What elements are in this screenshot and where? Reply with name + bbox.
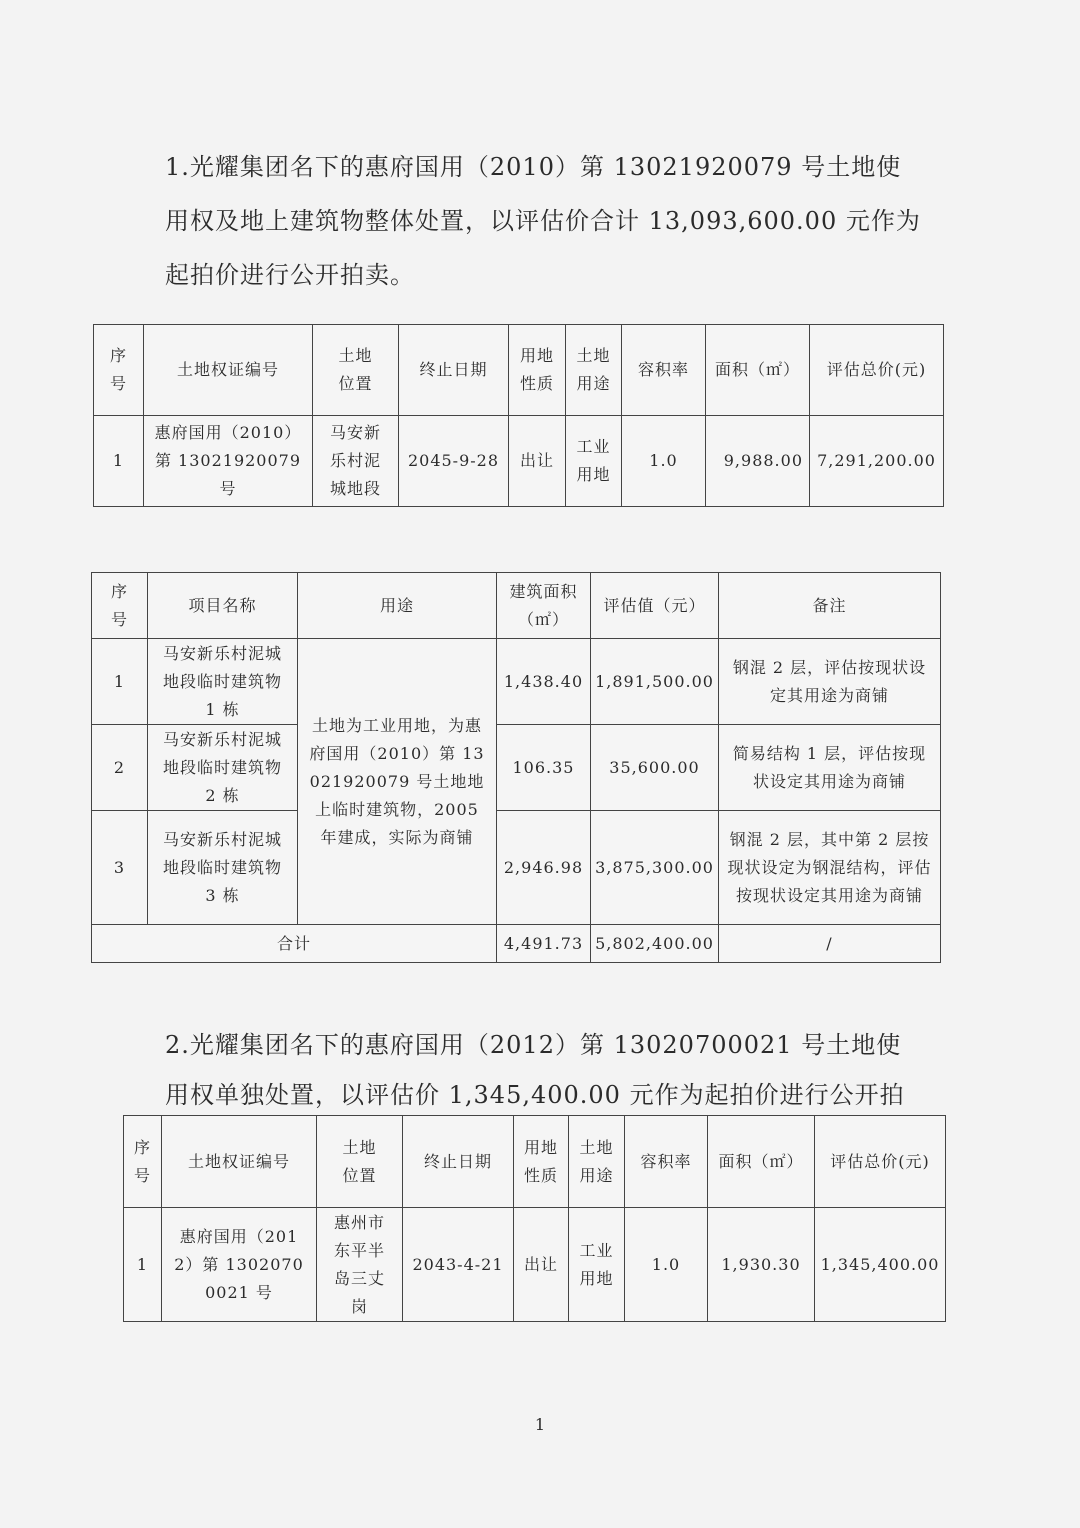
cell-land-nature: 出让 (514, 1208, 569, 1322)
cell-area: 2,946.98 (497, 811, 591, 925)
cell-name: 马安新乐村泥城地段临时建筑物 2 栋 (148, 725, 298, 811)
cell-shared-use: 土地为工业用地，为惠府国用（2010）第 13021920079 号土地地上临时建筑物，2005 年建成，实际为商铺 (298, 639, 497, 925)
page-number: 1 (534, 1415, 546, 1434)
cell-location: 惠州市东平半岛三丈岗 (317, 1208, 403, 1322)
header-total-value: 评估总价(元) (810, 325, 944, 416)
header-area: 面积（㎡） (706, 325, 810, 416)
total-row (92, 925, 941, 963)
header-name: 项目名称 (148, 573, 298, 639)
header-end-date: 终止日期 (403, 1116, 514, 1208)
table-row (92, 639, 941, 725)
table-row (92, 811, 941, 925)
header-note: 备注 (719, 573, 941, 639)
cell-location: 马安新乐村泥城地段 (313, 416, 399, 507)
cell-total-label: 合计 (92, 925, 497, 963)
cell-seq: 1 (92, 639, 148, 725)
cell-value: 35,600.00 (591, 725, 719, 811)
cell-note: 简易结构 1 层，评估按现状设定其用途为商铺 (719, 725, 941, 811)
cell-seq: 2 (92, 725, 148, 811)
cell-seq: 1 (124, 1208, 162, 1322)
cell-cert: 惠府国用（2012）第 13020700021 号 (162, 1208, 317, 1322)
header-cert: 土地权证编号 (162, 1116, 317, 1208)
header-use: 用途 (298, 573, 497, 639)
cell-note: 钢混 2 层，评估按现状设定其用途为商铺 (719, 639, 941, 725)
section-1-paragraph: 1.光耀集团名下的惠府国用（2010）第 13021920079 号土地使用权及地上建筑物整体处置，以评估价合计 13,093,600.00 元作为起拍价进行公开拍卖。 (165, 153, 921, 289)
header-land-use: 土地用途 (569, 1116, 625, 1208)
cell-land-use: 工业用地 (566, 416, 622, 507)
cell-seq: 3 (92, 811, 148, 925)
header-land-use: 土地用途 (566, 325, 622, 416)
cell-end-date: 2045-9-28 (399, 416, 509, 507)
building-table (91, 572, 941, 963)
table-header-row (94, 325, 944, 416)
cell-total-area: 4,491.73 (497, 925, 591, 963)
header-land-nature: 用地性质 (509, 325, 566, 416)
table-header-row (124, 1116, 946, 1208)
cell-note: 钢混 2 层，其中第 2 层按现状设定为钢混结构，评估按现状设定其用途为商铺 (719, 811, 941, 925)
header-location: 土地位置 (313, 325, 399, 416)
header-area: 建筑面积（㎡） (497, 573, 591, 639)
cell-total-note: / (719, 925, 941, 963)
header-far: 容积率 (625, 1116, 708, 1208)
header-land-nature: 用地性质 (514, 1116, 569, 1208)
cell-total-value: 7,291,200.00 (810, 416, 944, 507)
cell-name: 马安新乐村泥城地段临时建筑物 3 栋 (148, 811, 298, 925)
land-table-2010 (93, 324, 944, 507)
header-seq: 序号 (92, 573, 148, 639)
cell-land-nature: 出让 (509, 416, 566, 507)
header-end-date: 终止日期 (399, 325, 509, 416)
cell-area: 1,438.40 (497, 639, 591, 725)
land-table-2012 (123, 1115, 946, 1322)
cell-far: 1.0 (622, 416, 706, 507)
header-seq: 序号 (94, 325, 144, 416)
cell-total-value: 5,802,400.00 (591, 925, 719, 963)
table-row (92, 725, 941, 811)
header-seq: 序号 (124, 1116, 162, 1208)
table-row (94, 416, 944, 507)
cell-name: 马安新乐村泥城地段临时建筑物 1 栋 (148, 639, 298, 725)
cell-value: 1,891,500.00 (591, 639, 719, 725)
header-far: 容积率 (622, 325, 706, 416)
cell-end-date: 2043-4-21 (403, 1208, 514, 1322)
header-value: 评估值（元） (591, 573, 719, 639)
header-location: 土地位置 (317, 1116, 403, 1208)
cell-area: 106.35 (497, 725, 591, 811)
cell-area: 9,988.00 (706, 416, 810, 507)
cell-value: 3,875,300.00 (591, 811, 719, 925)
header-area: 面积（㎡） (708, 1116, 815, 1208)
cell-land-use: 工业用地 (569, 1208, 625, 1322)
table-row (124, 1208, 946, 1322)
table-header-row (92, 573, 941, 639)
header-total-value: 评估总价(元) (815, 1116, 946, 1208)
cell-seq: 1 (94, 416, 144, 507)
header-cert: 土地权证编号 (144, 325, 313, 416)
cell-area: 1,930.30 (708, 1208, 815, 1322)
cell-cert: 惠府国用（2010）第 13021920079 号 (144, 416, 313, 507)
section-2-paragraph: 2.光耀集团名下的惠府国用（2012）第 13020700021 号土地使用权单独处置，以评估价 1,345,400.00 元作为起拍价进行公开拍 (165, 1031, 905, 1109)
cell-total-value: 1,345,400.00 (815, 1208, 946, 1322)
cell-far: 1.0 (625, 1208, 708, 1322)
